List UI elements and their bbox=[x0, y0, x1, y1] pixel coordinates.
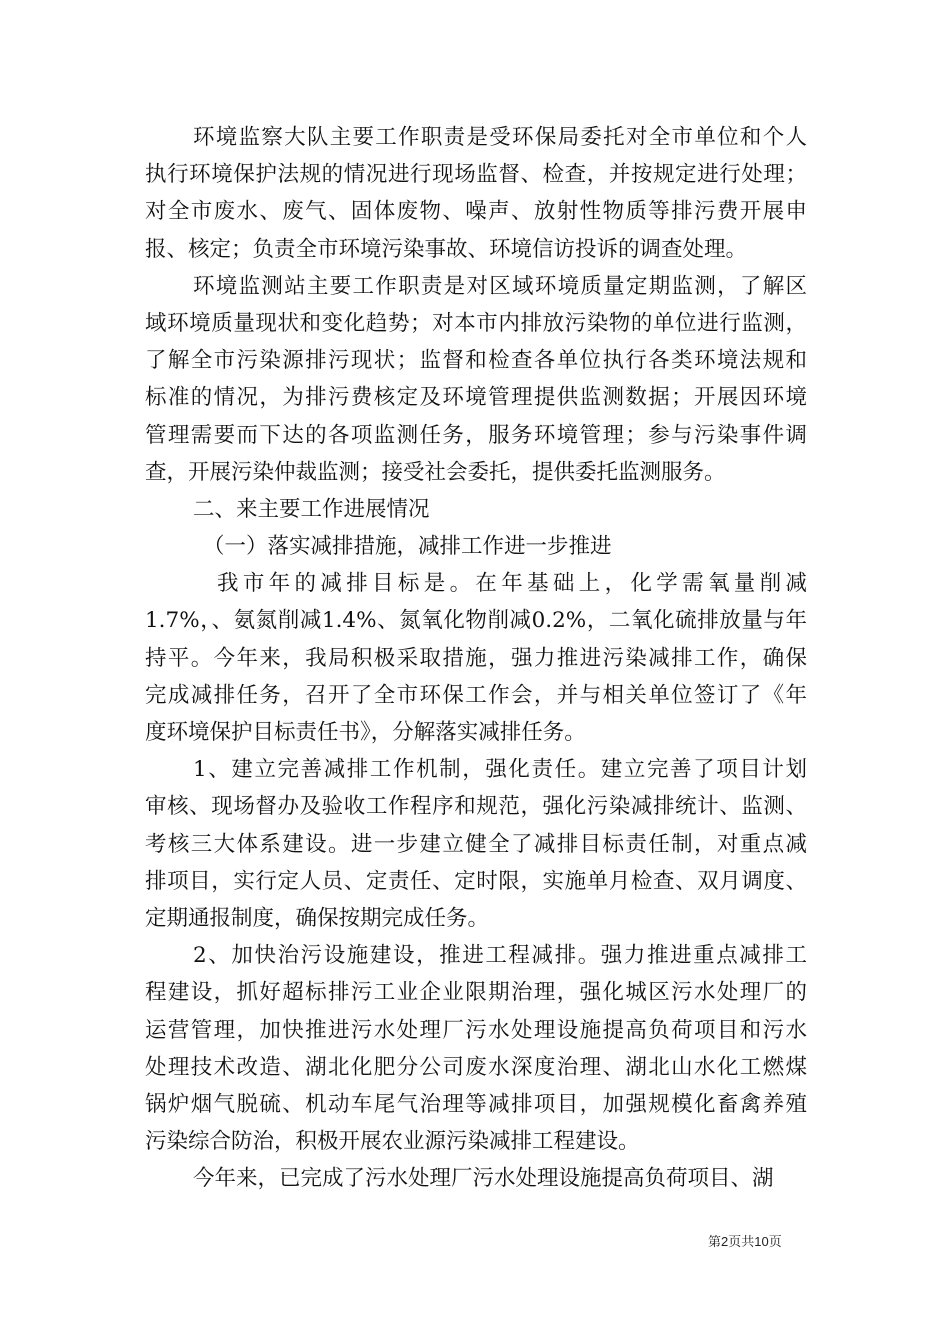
text-line: 1.7%，、氨氮削减1.4%、氮氧化物削减0.2%，二氧化硫排放量与年 bbox=[145, 608, 807, 634]
text-line: 报、核定；负责全市环境污染事故、环境信访投诉的调查处理。 bbox=[145, 236, 748, 262]
text-line: 对全市废水、废气、固体废物、噪声、放射性物质等排污费开展申 bbox=[145, 199, 807, 225]
text-line: 执行环境保护法规的情况进行现场监督、检查，并按规定进行处理； bbox=[145, 162, 807, 188]
paragraph bbox=[145, 565, 807, 751]
text-line: 1、建立完善减排工作机制，强化责任。建立完善了项目计划 bbox=[193, 757, 807, 783]
text-line: 二、来主要工作进展情况 bbox=[193, 496, 430, 522]
text-line: 运营管理，加快推进污水处理厂污水处理设施提高负荷项目和污水 bbox=[145, 1017, 807, 1043]
paragraph bbox=[145, 751, 807, 937]
page-number: 第2页共10页 bbox=[708, 1234, 782, 1249]
text-line: 处理技术改造、湖北化肥分公司废水深度治理、湖北山水化工燃煤 bbox=[145, 1054, 807, 1080]
text-line: 污染综合防治，积极开展农业源污染减排工程建设。 bbox=[145, 1129, 640, 1155]
text-line: 标准的情况，为排污费核定及环境管理提供监测数据；开展因环境 bbox=[145, 385, 807, 411]
text-line: 定期通报制度，确保按期完成任务。 bbox=[145, 905, 490, 931]
text-line: 完成减排任务，召开了全市环保工作会，并与相关单位签订了《年 bbox=[145, 682, 807, 708]
paragraph bbox=[145, 937, 807, 1160]
paragraph bbox=[145, 268, 807, 491]
text-line: 程建设，抓好超标排污工业企业限期治理，强化城区污水处理厂的 bbox=[145, 980, 807, 1006]
text-line: 排项目，实行定人员、定责任、定时限，实施单月检查、双月调度、 bbox=[145, 868, 807, 894]
text-line: 持平。今年来，我局积极采取措施，强力推进污染减排工作，确保 bbox=[145, 645, 807, 671]
text-line: 域环境质量现状和变化趋势；对本市内排放污染物的单位进行监测， bbox=[145, 310, 807, 336]
paragraph bbox=[145, 1160, 807, 1197]
text-line: 审核、现场督办及验收工作程序和规范，强化污染减排统计、监测、 bbox=[145, 794, 807, 820]
paragraph bbox=[145, 528, 807, 565]
text-line: 我市年的减排目标是。在年基础上，化学需氧量削减 bbox=[217, 571, 807, 597]
text-line: 考核三大体系建设。进一步建立健全了减排目标责任制，对重点减 bbox=[145, 831, 807, 857]
text-line: 了解全市污染源排污现状；监督和检查各单位执行各类环境法规和 bbox=[145, 348, 807, 374]
text-line: 度环境保护目标责任书》，分解落实减排任务。 bbox=[145, 720, 586, 745]
text-line: 锅炉烟气脱硫、机动车尾气治理等减排项目，加强规模化畜禽养殖 bbox=[145, 1091, 807, 1117]
document-body bbox=[145, 119, 807, 1197]
text-line: 管理需要而下达的各项监测任务，服务环境管理；参与污染事件调 bbox=[145, 422, 807, 448]
text-line: 环境监测站主要工作职责是对区域环境质量定期监测，了解区 bbox=[193, 273, 807, 299]
text-line: 环境监察大队主要工作职责是受环保局委托对全市单位和个人 bbox=[193, 125, 807, 150]
paragraph bbox=[145, 491, 807, 528]
text-line: （一）落实减排措施，减排工作进一步推进 bbox=[203, 534, 612, 560]
text-line: 查，开展污染仲裁监测；接受社会委托，提供委托监测服务。 bbox=[145, 459, 726, 485]
text-line: 2、加快治污设施建设，推进工程减排。强力推进重点减排工 bbox=[193, 943, 807, 969]
text-line: 今年来，已完成了污水处理厂污水处理设施提高负荷项目、湖 bbox=[193, 1166, 774, 1192]
paragraph bbox=[145, 119, 807, 268]
